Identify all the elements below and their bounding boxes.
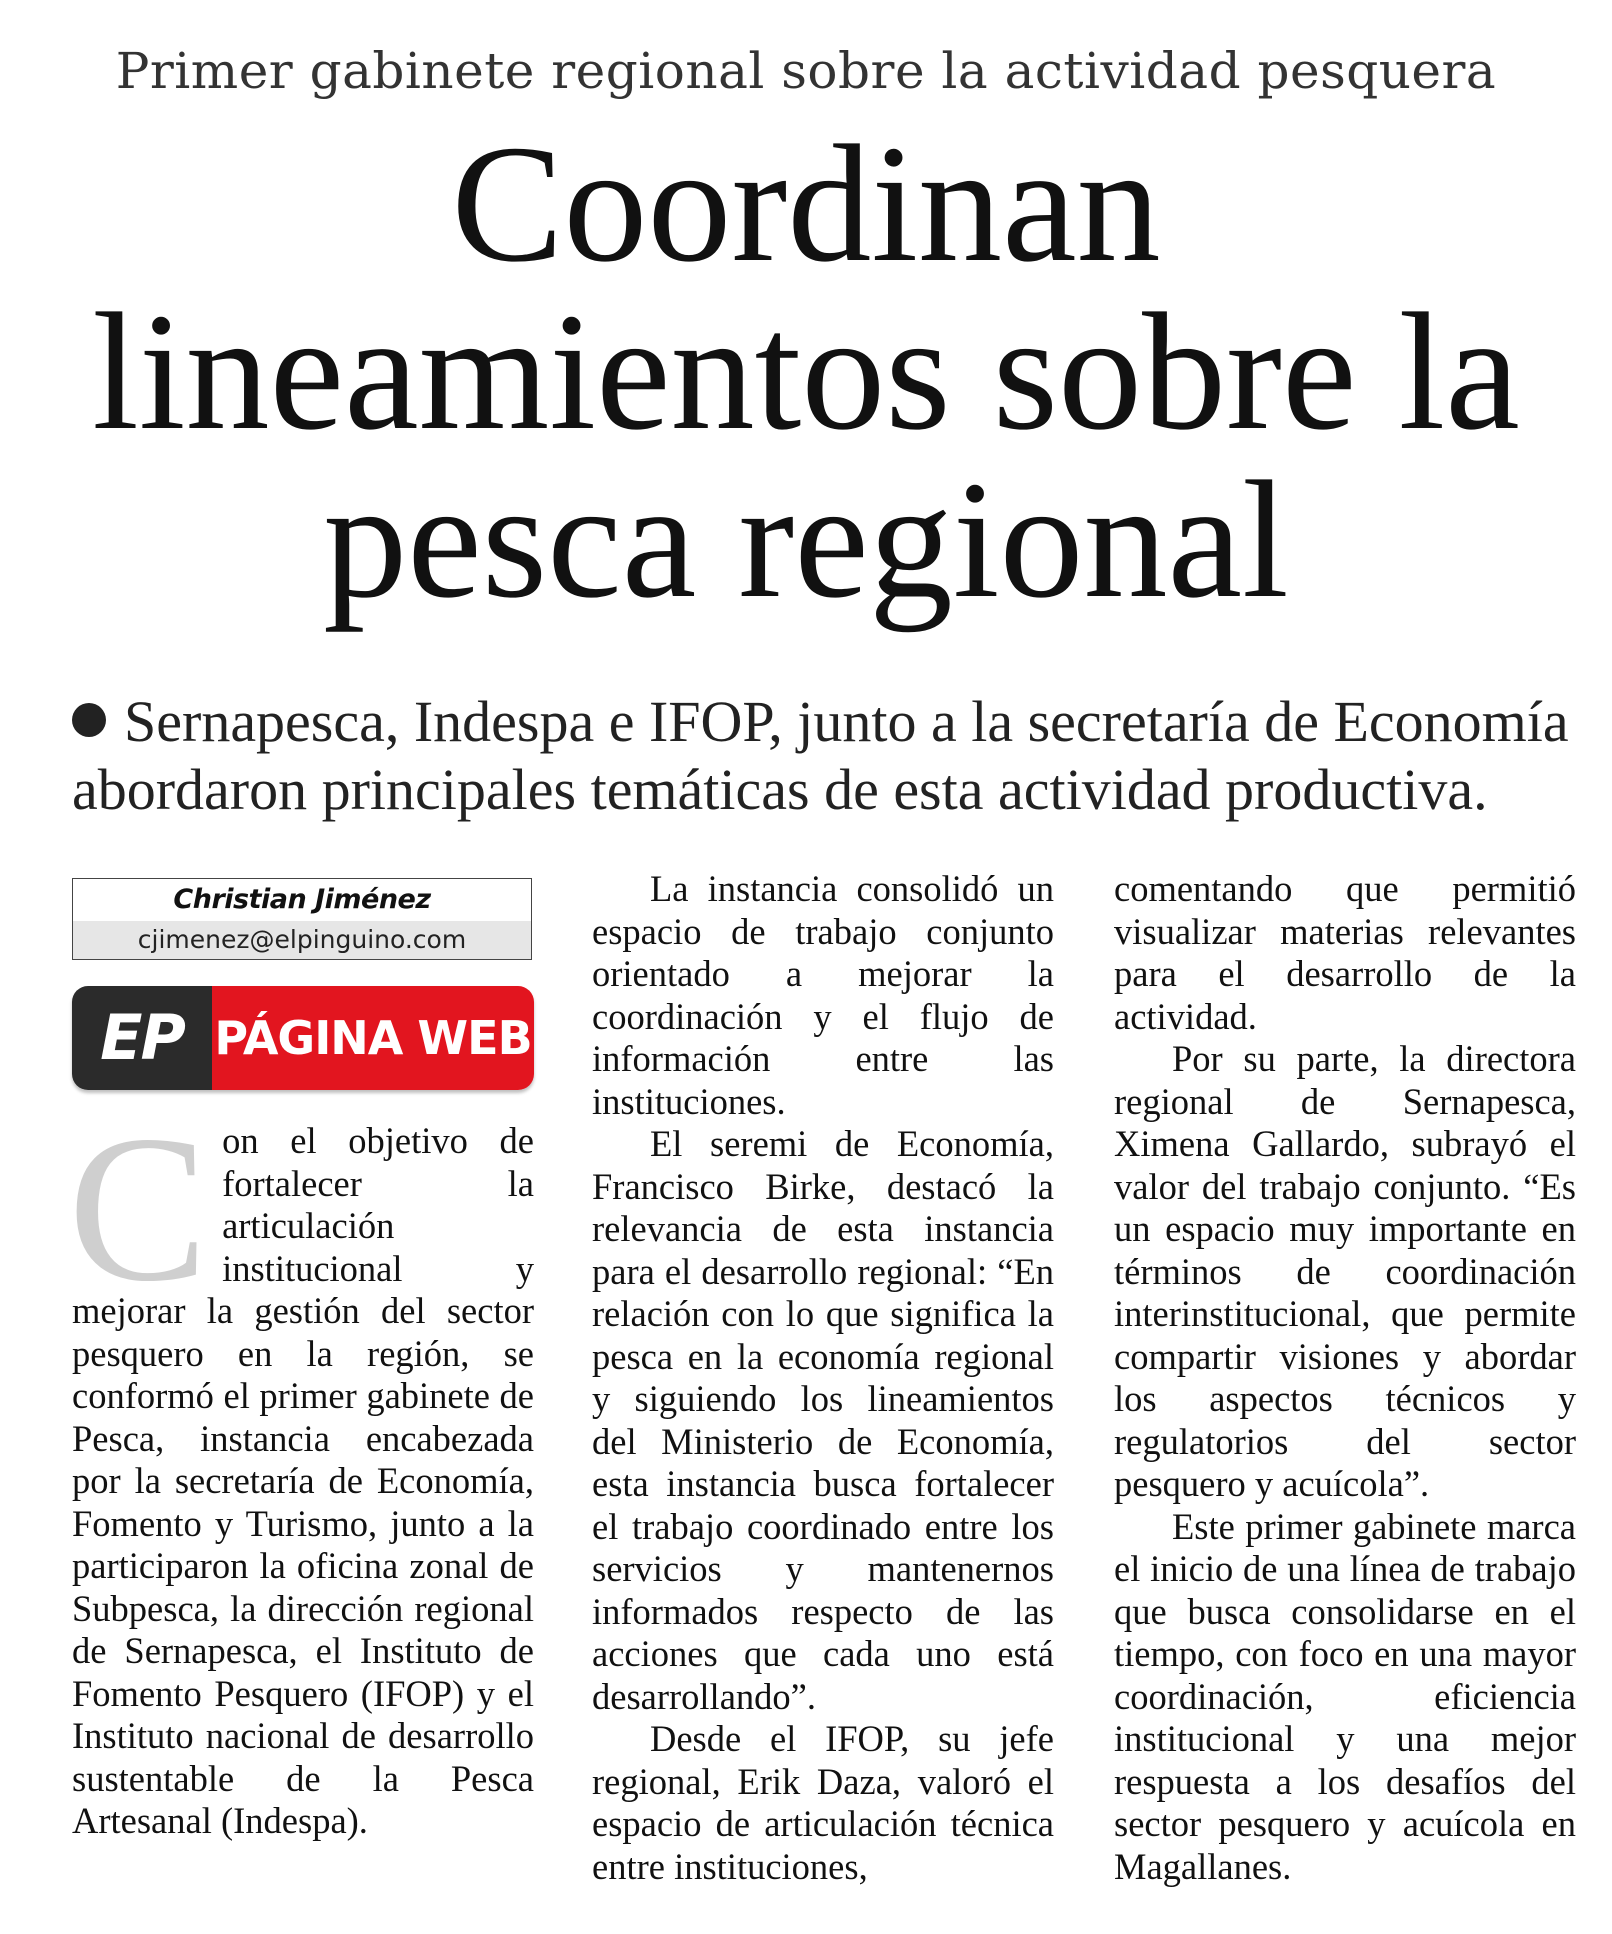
article-paragraph: comentando que permitió visualizar materias relevantes para el desarrollo de la actividad. [1114,868,1576,1037]
paragraph-text: on el objetivo de fortalecer la articulación institucional y mejorar la gestión del sector pesquero en la región, se conformó el primer gabinete de Pesca, instancia encabezada por la secretaría de Economía, Fomento y Turismo, junto a la participaron la oficina zonal de Subpesca, la dirección regional de Sernapesca, el Instituto de Fomento Pesquero (IFOP) y el Instituto nacional de desarrollo sustentable de la Pesca Artesanal (Indespa). [72,1120,534,1841]
byline [72,878,532,960]
author-name: Christian Jiménez [73,879,531,921]
author-email[interactable]: cjimenez@elpinguino.com [73,921,531,959]
headline [40,111,1572,633]
article-paragraph: Por su parte, la directora regional de Sernapesca, Ximena Gallardo, subrayó el valor del trabajo conjunto. “Es un espacio muy importante en términos de coordinación interinstitucional, que permite compartir visiones y abordar los aspectos técnicos y regulatorios del sector pesquero y acuícola”. [1114,1038,1576,1504]
kicker: Primer gabinete regional sobre la actividad pesquera [115,42,1497,100]
ep-logo: EP [72,986,212,1090]
bullet-icon [72,703,106,737]
lede [72,688,1582,824]
article-paragraph: La instancia consolidó un espacio de trabajo conjunto orientado a mejorar la coordinación y el flujo de información entre las instituciones. [592,868,1054,1122]
article-column-3 [1114,868,1576,1888]
article-column-1 [68,1093,534,1843]
lede-text: Sernapesca, Indespa e IFOP, junto a la secretaría de Economía abordaron principales temáticas de esta actividad productiva. [72,689,1569,822]
headline-line-3: pesca regional [323,447,1289,633]
drop-cap: C [68,1093,209,1325]
article-column-2 [592,868,1054,1888]
headline-line-1: Coordinan [451,111,1161,297]
badge-label: PÁGINA WEB [212,986,534,1090]
article-paragraph [68,1093,534,1843]
article-paragraph: Este primer gabinete marca el inicio de una línea de trabajo que busca consolidarse en el tiempo, con foco en una mayor coordinación, eficiencia institucional y una mejor respuesta a los desafíos del sector pesquero y acuícola en Magallanes. [1114,1505,1576,1887]
article-paragraph: El seremi de Economía, Francisco Birke, destacó la relevancia de esta instancia para el desarrollo regional: “En relación con lo que significa la pesca en la economía regional y siguiendo los lineamientos del Ministerio de Economía, esta instancia busca fortalecer el trabajo coordinado entre los servicios y mantenernos informados respecto de las acciones que cada uno está desarrollando”. [592,1123,1054,1717]
headline-line-2: lineamientos sobre la [92,279,1520,465]
article-paragraph: Desde el IFOP, su jefe regional, Erik Daza, valoró el espacio de articulación técnica entre instituciones, [592,1718,1054,1887]
web-page-badge [72,986,534,1090]
